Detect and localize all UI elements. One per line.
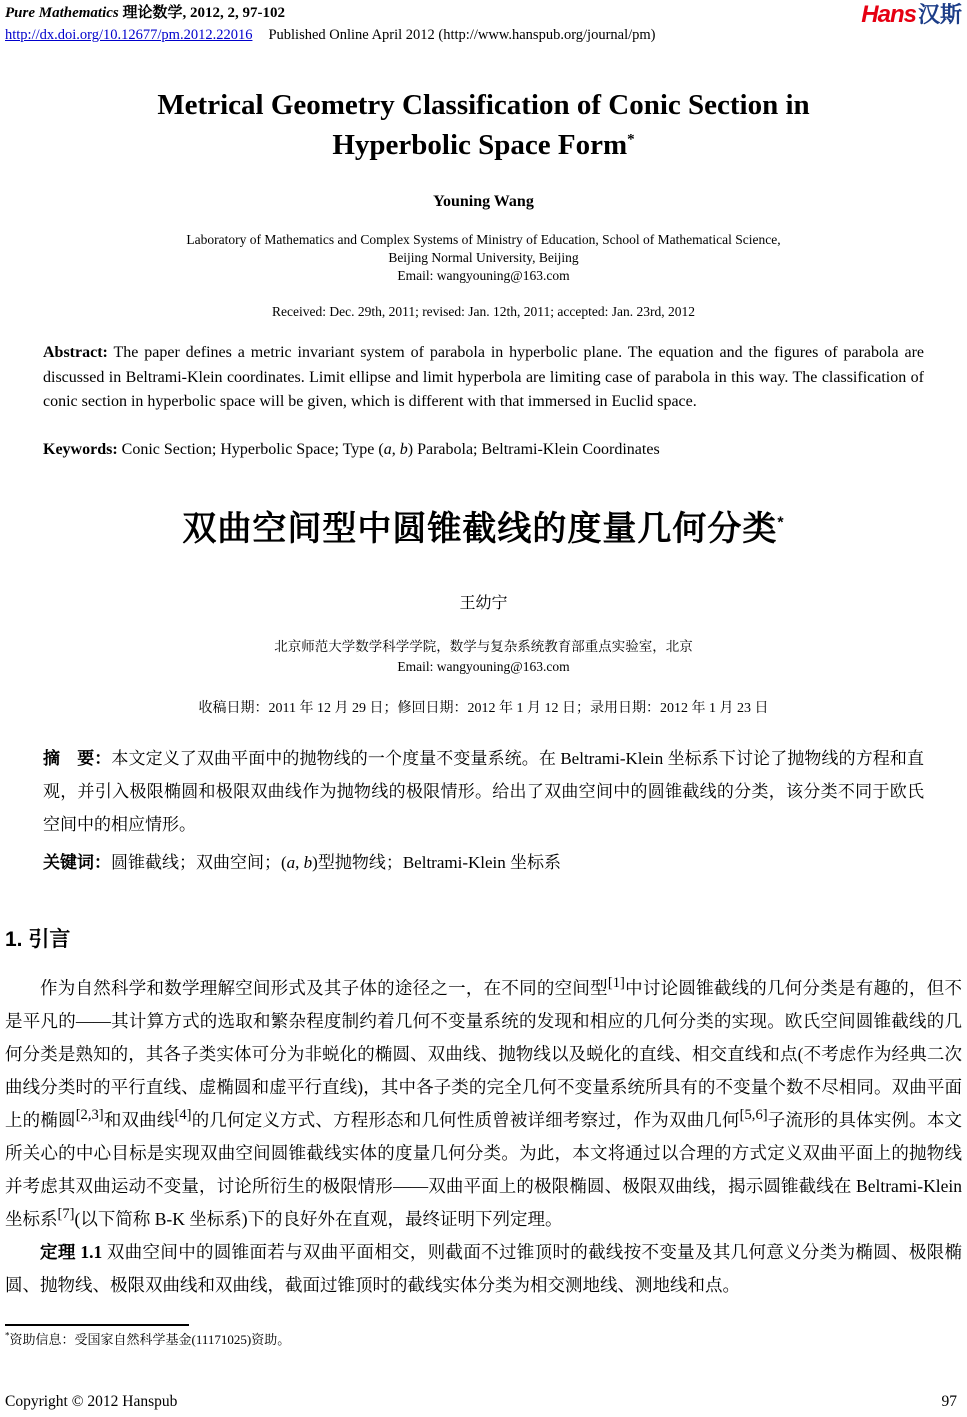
doi-link[interactable]: http://dx.doi.org/10.12677/pm.2012.22016	[5, 27, 253, 43]
title-footnote-marker: *	[627, 131, 635, 148]
keywords-text-cn: 圆锥截线；双曲空间；(a, b)型抛物线；Beltrami-Klein 坐标系	[111, 852, 561, 872]
paper-title-en: Metrical Geometry Classification of Conic Section in Hyperbolic Space Form*	[157, 89, 810, 161]
email-cn: Email: wangyouning@163.com	[397, 658, 570, 674]
author-cn: 王幼宁	[459, 594, 508, 612]
author-en: Youning Wang	[433, 193, 534, 210]
footnote-marker: *	[5, 1330, 10, 1341]
title-footnote-marker-cn: *	[777, 514, 785, 532]
abstract-en	[43, 341, 924, 415]
doi-line	[5, 25, 656, 45]
keywords-text-en: Conic Section; Hyperbolic Space; Type (a, b) Parabola; Beltrami-Klein Coordinates	[117, 440, 660, 458]
abstract-label-en: Abstract:	[43, 344, 108, 361]
affiliation-cn: 北京师范大学数学科学学院，数学与复杂系统教育部重点实验室，北京	[274, 638, 693, 654]
abstract-cn	[43, 742, 924, 841]
intro-paragraph-1: 作为自然科学和数学理解空间形式及其子体的途径之一，在不同的空间型[1]中讨论圆锥截线的几何分类是有趣的，但不是平凡的——其计算方式的选取和繁杂程度制约着几何不变量系统的发现和相应的几何分类的实现。欧氏空间圆锥截线的几何分类是熟知的，其各子类实体可分为非蜕化的椭圆、双曲线、抛物线以及蜕化的直线、相交直线和点(不考虑作为经典二次曲线分类时的平行直线、虚椭圆和虚平行直线)，其中各子类的完全几何不变量系统所具有的不变量个数不尽相同。双曲平面上的椭圆[2,3]和双曲线[4]的几何定义方式、方程形态和几何性质曾被详细考察过，作为双曲几何[5,6]子流形的具体实例。本文所关心的中心目标是实现双曲空间圆锥截线实体的度量几何分类。为此，本文将通过以合理的方式定义双曲平面上的抛物线并考虑其双曲运动不变量，讨论所衍生的极限情形——双曲平面上的极限椭圆、极限双曲线，揭示圆锥截线在 Beltrami-Klein 坐标系[7](以下简称 B-K 坐标系)下的良好外在直观，最终证明下列定理。	[5, 974, 963, 1229]
theorem-1-1-paragraph: 定理 1.1 双曲空间中的圆锥面若与双曲平面相交，则截面不过锥顶时的截线按不变量及其几何意义分类为椭圆、极限椭圆、抛物线、极限双曲线和双曲线，截面过锥顶时的截线实体分类为相交测地线、测地线和点。	[5, 1241, 963, 1295]
abstract-text-en: The paper defines a metric invariant system of parabola in hyperbolic plane. The equation and the figures of parabola are discussed in Beltrami-Klein coordinates. Limit ellipse and limit hyperbola are limiting case of parabola in this way. The classification of conic section in hyperbolic space will be given, which is different with that immersed in Euclid space.	[43, 344, 924, 410]
keywords-en	[43, 441, 924, 459]
paper-title-cn: 双曲空间型中圆锥截线的度量几何分类*	[182, 509, 785, 548]
dates-cn: 收稿日期：2011 年 12 月 29 日；修回日期：2012 年 1 月 12 日；录用日期：2012 年 1 月 23 日	[198, 700, 769, 716]
section-heading-introduction: 1. 引言	[5, 927, 71, 951]
header-left	[5, 3, 656, 45]
abstract-text-cn: 本文定义了双曲平面中的抛物线的一个度量不变量系统。在 Beltrami-Klein 坐标系下讨论了抛物线的方程和直观，并引入极限椭圆和极限双曲线作为抛物线的极限情形。给出了双曲空间中的圆锥截线的分类，该分类不同于欧氏空间中的相应情形。	[43, 748, 924, 834]
journal-issue-info: 理论数学, 2012, 2, 97-102	[118, 5, 286, 21]
journal-line	[5, 3, 656, 23]
journal-name: Pure Mathematics	[5, 5, 119, 21]
page-header	[5, 0, 962, 45]
abstract-label-cn: 摘 要：	[43, 748, 112, 768]
hans-logo-latin: Hans	[861, 1, 916, 28]
keywords-cn	[43, 846, 924, 879]
page-number: 97	[941, 1393, 957, 1410]
published-online-text: Published Online April 2012 (http://www.hanspub.org/journal/pm)	[268, 27, 656, 43]
funding-footnote: *资助信息：受国家自然科学基金(11171025)资助。	[5, 1330, 291, 1347]
hans-logo-hanzi: 汉斯	[917, 2, 962, 27]
copyright-text: Copyright © 2012 Hanspub	[5, 1393, 178, 1410]
affiliation-en: Laboratory of Mathematics and Complex Systems of Ministry of Education, School of Mathematical Science, Beijing Normal University, Beijing Email: wangyouning@163.com	[186, 232, 781, 283]
hans-logo	[861, 3, 962, 30]
received-line: Received: Dec. 29th, 2011; revised: Jan. 12th, 2011; accepted: Jan. 23rd, 2012	[271, 304, 695, 319]
keywords-label-en: Keywords:	[43, 440, 118, 458]
email-en: Email: wangyouning@163.com	[397, 268, 570, 283]
page-footer	[5, 1393, 957, 1411]
keywords-label-cn: 关键词：	[43, 852, 111, 872]
footnote-separator	[5, 1324, 189, 1326]
